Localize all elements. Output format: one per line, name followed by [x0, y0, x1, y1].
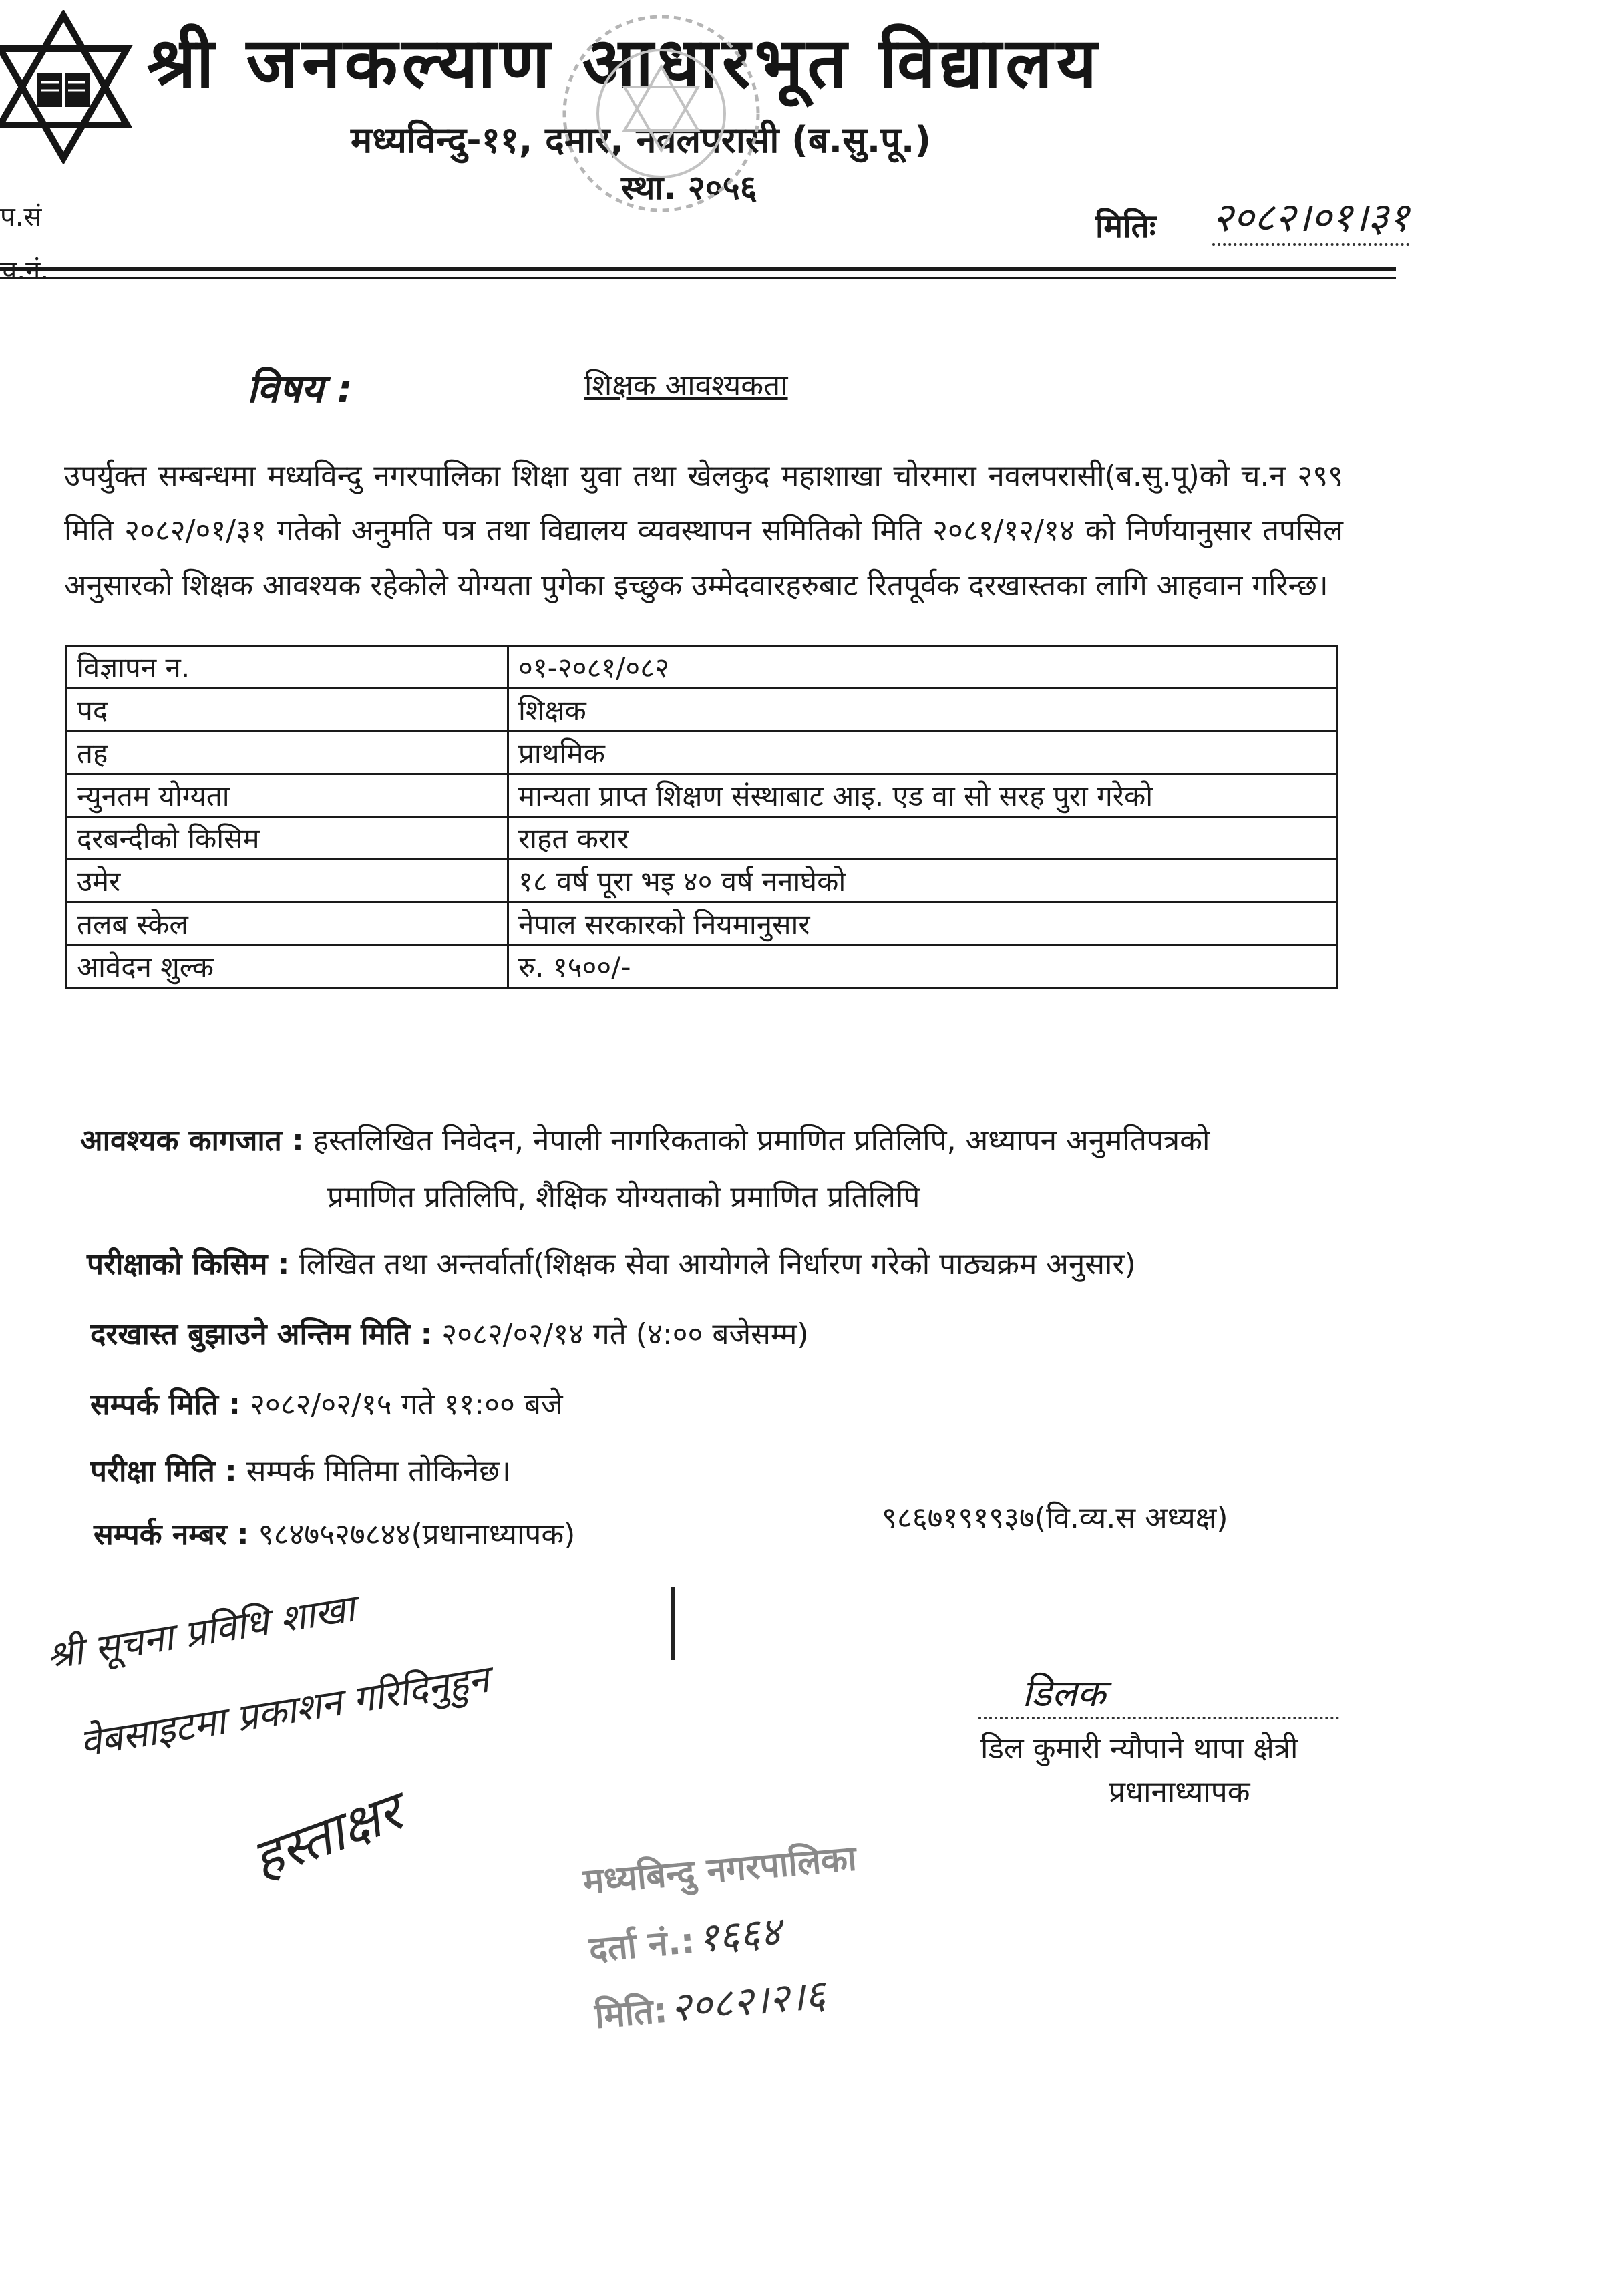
- letter-date-value: २०८२।०१।३१: [1212, 188, 1409, 246]
- reference-number-label: प.सं: [0, 202, 42, 232]
- application-deadline: [90, 1313, 809, 1353]
- table-row: [67, 731, 1337, 774]
- exam-type-label: परीक्षाको किसिम :: [87, 1247, 290, 1281]
- letter-date-label: मितिः: [1095, 208, 1156, 245]
- table-key: विज्ञापन न.: [67, 646, 508, 689]
- school-name: श्री जनकल्याण आधारभूत विद्यालय: [147, 22, 1101, 104]
- deadline-label: दरखास्त बुझाउने अन्तिम मिति :: [90, 1317, 433, 1351]
- required-documents-line1: हस्तलिखित निवेदन, नेपाली नागरिकताको प्रमाणित प्रतिलिपि, अध्यापन अनुमतिपत्रको: [313, 1124, 1210, 1158]
- exam-date-label: परीक्षा मिति :: [90, 1454, 237, 1488]
- table-value: रु. १५००/-: [508, 945, 1337, 988]
- receipt-reg-label: दर्ता नं.:: [587, 1921, 697, 1971]
- table-key: पद: [67, 689, 508, 731]
- table-value: प्राथमिक: [508, 731, 1337, 774]
- table-key: न्युनतम योग्यता: [67, 774, 508, 817]
- contact-number-label: सम्पर्क नम्बर :: [94, 1518, 249, 1552]
- school-seal-stamp: [554, 0, 768, 254]
- table-value: शिक्षक: [508, 689, 1337, 731]
- table-row: [67, 646, 1337, 689]
- table-value: ०१-२०८१/०८२: [508, 646, 1337, 689]
- star-book-emblem-icon: [0, 10, 134, 164]
- table-row: [67, 903, 1337, 945]
- table-key: आवेदन शुल्क: [67, 945, 508, 988]
- table-value: राहत करार: [508, 817, 1337, 860]
- table-key: तह: [67, 731, 508, 774]
- letterhead-divider: [0, 267, 1396, 271]
- table-key: तलब स्केल: [67, 903, 508, 945]
- receipt-stamp-office: मध्यबिन्दु नगरपालिका: [581, 1838, 858, 1903]
- principal-name: डिल कुमारी न्यौपाने थापा क्षेत्री: [980, 1732, 1298, 1766]
- school-emblem: [0, 10, 134, 164]
- table-value: नेपाल सरकारको नियमानुसार: [508, 903, 1337, 945]
- contact-number-principal: ९८४७५२७८४४(प्रधानाध्यापक): [258, 1518, 576, 1552]
- contact-date-label: सम्पर्क मिति :: [90, 1387, 240, 1422]
- contact-date: [90, 1383, 563, 1423]
- signature-line: [978, 1690, 1339, 1719]
- table-key: दरबन्दीको किसिम: [67, 817, 508, 860]
- receipt-stamp: [581, 1833, 870, 2040]
- table-value: मान्यता प्राप्त शिक्षण संस्थाबाट आइ. एड वा सो सरह पुरा गरेको: [508, 774, 1337, 817]
- receipt-reg-value: १६६४: [695, 1908, 783, 1963]
- contact-number: [94, 1513, 575, 1553]
- exam-date: [90, 1450, 511, 1490]
- table-value: १८ वर्ष पूरा भइ ४० वर्ष ननाघेको: [508, 860, 1337, 903]
- contact-number-smc: ९८६७१९१९३७(वि.व्य.स अध्यक्ष): [882, 1501, 1228, 1535]
- handwritten-note-line2: वेबसाइटमा प्रकाशन गरिदिनुहुन: [77, 1657, 492, 1766]
- established-year: स्था. २०५६: [621, 168, 757, 207]
- table-row: [67, 817, 1337, 860]
- required-documents-line2: प्रमाणित प्रतिलिपि, शैक्षिक योग्यताको प्रमाणित प्रतिलिपि: [327, 1180, 920, 1214]
- principal-title: प्रधानाध्यापक: [1109, 1775, 1250, 1809]
- school-address: मध्यविन्दु-११, दमार, नवलपरासी (ब.सु.पू.): [351, 119, 932, 161]
- handwritten-stroke: [671, 1587, 675, 1660]
- exam-type: [87, 1243, 1136, 1283]
- contact-date-value: २०८२/०२/१५ गते ११:०० बजे: [249, 1387, 563, 1422]
- required-documents: [80, 1119, 1210, 1159]
- receipt-date-value: २०८२।२।६: [668, 1971, 828, 2032]
- subject-text: शिक्षक आवश्यकता: [584, 369, 788, 403]
- table-row: [67, 860, 1337, 903]
- receipt-date-label: मिति:: [593, 1990, 669, 2037]
- principal-signature-scrawl: डिलक: [1022, 1672, 1106, 1715]
- deadline-value: २०८२/०२/१४ गते (४:०० बजेसम्म): [441, 1317, 809, 1351]
- body-paragraph: उपर्युक्त सम्बन्धमा मध्यविन्दु नगरपालिका शिक्षा युवा तथा खेलकुद महाशाखा चोरमारा नवलपरासी(ब.सु.पू)को च.न २९९ मिति २०८२/०१/३१ गतेको अनुमति पत्र तथा विद्यालय व्यवस्थापन समितिको मिति २०८१/१२/१४ को निर्णयानुसार तपसिल अनुसारको शिक्षक आवश्यक रहेकोले योग्यता पुगेका इच्छुक उम्मेदवारहरुबाट रितपूर्वक दरखास्तका लागि आहवान गरिन्छ।: [64, 459, 1343, 603]
- subject-label: विषय :: [247, 366, 353, 412]
- handwritten-note-line1: श्री सूचना प्रविधि शाखा: [43, 1587, 358, 1679]
- handwritten-signature: हस्ताक्षर: [244, 1780, 410, 1892]
- table-row: [67, 774, 1337, 817]
- exam-type-value: लिखित तथा अन्तर्वार्ता(शिक्षक सेवा आयोगले निर्धारण गरेको पाठ्यक्रम अनुसार): [299, 1247, 1136, 1281]
- letterhead-divider-thin: [0, 277, 1396, 279]
- table-row: [67, 945, 1337, 988]
- table-row: [67, 689, 1337, 731]
- table-key: उमेर: [67, 860, 508, 903]
- required-documents-label: आवश्यक कागजात :: [80, 1124, 304, 1158]
- exam-date-value: सम्पर्क मितिमा तोकिनेछ।: [246, 1454, 511, 1488]
- vacancy-table: [65, 645, 1338, 989]
